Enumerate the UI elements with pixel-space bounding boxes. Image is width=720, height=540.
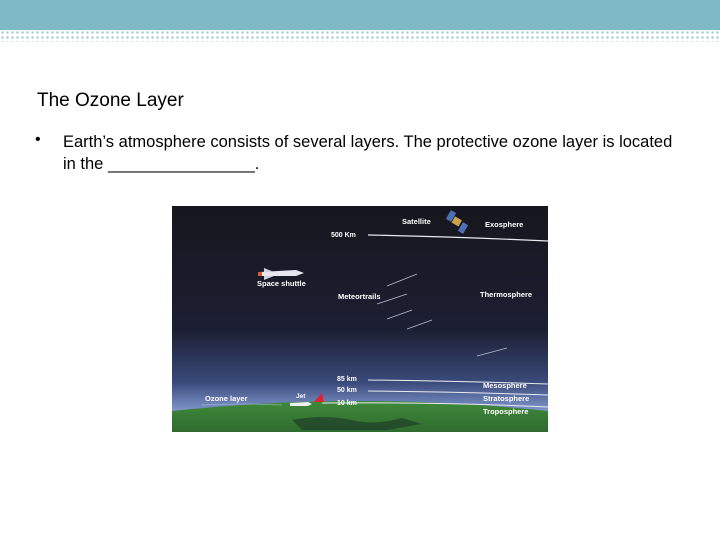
header-bar <box>0 0 720 30</box>
thermosphere-label: Thermosphere <box>480 290 533 299</box>
atmosphere-diagram <box>172 206 548 432</box>
slide-title: The Ozone Layer <box>37 90 184 111</box>
altitude-85km-label: 85 km <box>337 376 357 383</box>
bullet-text: Earth’s atmosphere consists of several layers. The protective ozone layer is located in the ________________. <box>63 133 673 173</box>
meteor-trails-label: Meteortrails <box>338 292 381 301</box>
altitude-50km-label: 50 km <box>337 387 357 394</box>
atmosphere-diagram-svg <box>172 206 548 432</box>
stratosphere-label: Stratosphere <box>483 394 530 403</box>
space-shuttle-label: Space shuttle <box>257 279 306 288</box>
satellite-label: Satellite <box>402 217 431 226</box>
jet-label: Jet <box>296 393 306 400</box>
altitude-500km-label: 500 Km <box>331 232 356 239</box>
ozone-layer-label: Ozone layer <box>205 394 248 403</box>
mesosphere-label: Mesosphere <box>483 381 527 390</box>
altitude-10km-label: 10 km <box>337 400 357 407</box>
bullet-marker: • <box>35 131 41 148</box>
header-dot-pattern <box>0 30 720 42</box>
troposphere-label: Troposphere <box>483 407 529 416</box>
exosphere-label: Exosphere <box>485 220 524 229</box>
